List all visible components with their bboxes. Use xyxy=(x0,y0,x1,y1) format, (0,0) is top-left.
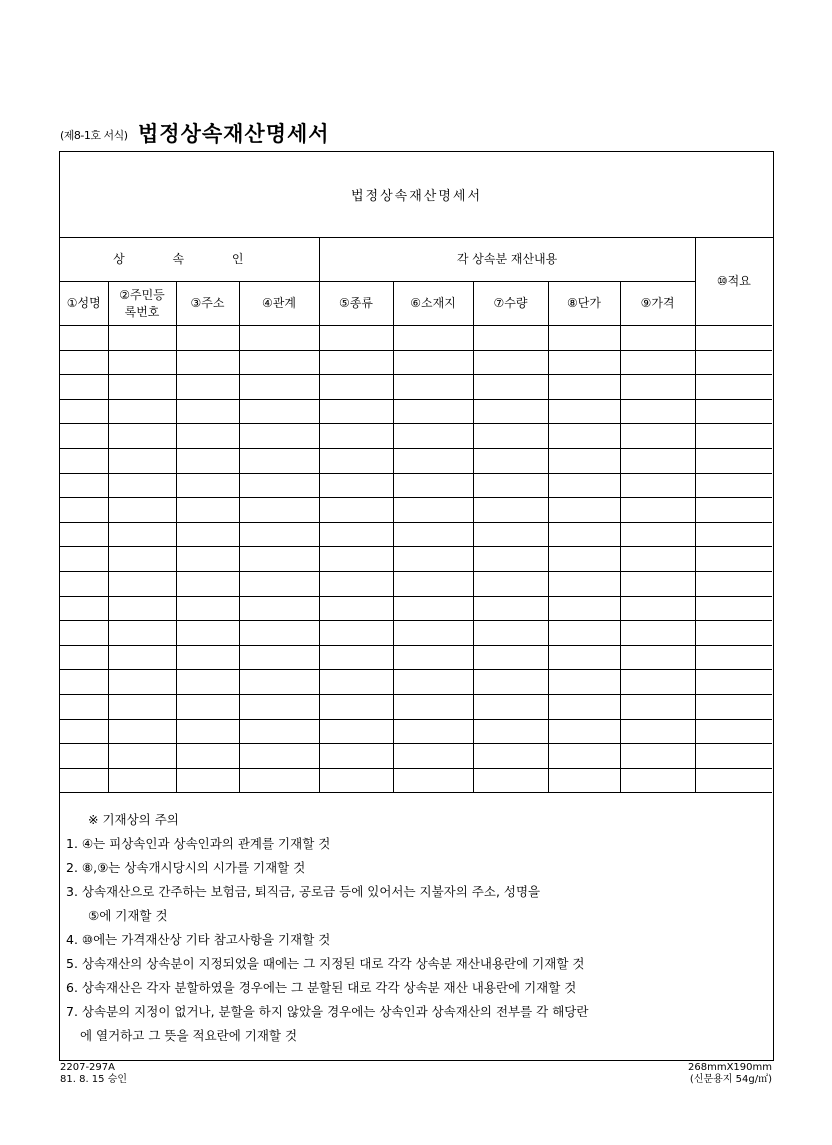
blank-cell[interactable] xyxy=(176,399,239,424)
table-row xyxy=(60,645,772,670)
blank-cell[interactable] xyxy=(548,571,620,596)
blank-cell[interactable] xyxy=(620,547,695,572)
blank-cell[interactable] xyxy=(548,498,620,523)
table-row xyxy=(60,375,772,400)
blank-cell[interactable] xyxy=(176,719,239,744)
table-row xyxy=(60,498,772,523)
blank-cell[interactable] xyxy=(319,744,393,769)
blank-cell[interactable] xyxy=(239,473,319,498)
blank-cell[interactable] xyxy=(176,375,239,400)
blank-cell[interactable] xyxy=(620,399,695,424)
blank-cell[interactable] xyxy=(239,645,319,670)
blank-cell[interactable] xyxy=(319,670,393,695)
blank-cell[interactable] xyxy=(548,645,620,670)
blank-cell[interactable] xyxy=(473,596,548,621)
table-row xyxy=(60,768,772,793)
blank-cell[interactable] xyxy=(393,768,473,793)
blank-cell[interactable] xyxy=(695,424,772,449)
blank-cell[interactable] xyxy=(319,645,393,670)
blank-cell[interactable] xyxy=(695,498,772,523)
blank-cell[interactable] xyxy=(319,399,393,424)
blank-cell[interactable] xyxy=(695,399,772,424)
blank-cell[interactable] xyxy=(695,350,772,375)
blank-cell[interactable] xyxy=(393,522,473,547)
blank-cell[interactable] xyxy=(548,350,620,375)
blank-cell[interactable] xyxy=(176,498,239,523)
col-header-type: ⑤종류 xyxy=(319,282,393,326)
blank-cell[interactable] xyxy=(239,350,319,375)
blank-cell[interactable] xyxy=(695,645,772,670)
blank-cell[interactable] xyxy=(176,571,239,596)
group-header-assets: 각 상속분 재산내용 xyxy=(319,238,695,282)
paper-size: 268mmX190mm xyxy=(688,1062,772,1073)
blank-cell[interactable] xyxy=(695,596,772,621)
blank-cell[interactable] xyxy=(473,694,548,719)
blank-cell[interactable] xyxy=(60,596,108,621)
blank-cell[interactable] xyxy=(393,498,473,523)
table-row xyxy=(60,670,772,695)
blank-cell[interactable] xyxy=(620,448,695,473)
blank-cell[interactable] xyxy=(60,719,108,744)
blank-cell[interactable] xyxy=(108,768,176,793)
blank-cell[interactable] xyxy=(60,522,108,547)
blank-cell[interactable] xyxy=(176,694,239,719)
blank-cell[interactable] xyxy=(620,326,695,351)
blank-cell[interactable] xyxy=(695,719,772,744)
blank-cell[interactable] xyxy=(319,719,393,744)
blank-cell[interactable] xyxy=(620,498,695,523)
blank-cell[interactable] xyxy=(548,621,620,646)
blank-cell[interactable] xyxy=(60,473,108,498)
table-row xyxy=(60,448,772,473)
blank-cell[interactable] xyxy=(319,621,393,646)
blank-cell[interactable] xyxy=(60,547,108,572)
blank-cell[interactable] xyxy=(176,350,239,375)
blank-cell[interactable] xyxy=(393,473,473,498)
blank-cell[interactable] xyxy=(695,571,772,596)
blank-cell[interactable] xyxy=(393,744,473,769)
instruction-item: 5. 상속재산의 상속분이 지정되었을 때에는 그 지정된 대로 각각 상속분 재산내용란에 기재할 것 xyxy=(66,956,585,971)
table-row xyxy=(60,719,772,744)
table-row xyxy=(60,621,772,646)
blank-cell[interactable] xyxy=(473,670,548,695)
blank-cell[interactable] xyxy=(473,424,548,449)
col-header-address: ③주소 xyxy=(176,282,239,326)
table-row xyxy=(60,596,772,621)
blank-cell[interactable] xyxy=(319,375,393,400)
table-row xyxy=(60,350,772,375)
blank-cell[interactable] xyxy=(319,596,393,621)
blank-cell[interactable] xyxy=(239,448,319,473)
blank-cell[interactable] xyxy=(695,547,772,572)
instruction-item: 2. ⑧,⑨는 상속개시당시의 시가를 기재할 것 xyxy=(66,860,306,875)
blank-cell[interactable] xyxy=(108,326,176,351)
blank-cell[interactable] xyxy=(548,326,620,351)
blank-cell[interactable] xyxy=(620,694,695,719)
blank-cell[interactable] xyxy=(393,694,473,719)
table-row xyxy=(60,744,772,769)
form-number-label: (제8-1호 서식) xyxy=(60,129,128,142)
blank-cell[interactable] xyxy=(108,645,176,670)
blank-cell[interactable] xyxy=(108,399,176,424)
blank-cell[interactable] xyxy=(695,621,772,646)
blank-cell[interactable] xyxy=(108,448,176,473)
blank-cell[interactable] xyxy=(176,326,239,351)
blank-cell[interactable] xyxy=(60,621,108,646)
blank-cell[interactable] xyxy=(620,473,695,498)
blank-cell[interactable] xyxy=(108,473,176,498)
blank-cell[interactable] xyxy=(620,621,695,646)
blank-cell[interactable] xyxy=(620,424,695,449)
blank-cell[interactable] xyxy=(695,326,772,351)
blank-cell[interactable] xyxy=(473,621,548,646)
blank-cell[interactable] xyxy=(620,768,695,793)
blank-cell[interactable] xyxy=(695,473,772,498)
blank-cell[interactable] xyxy=(176,744,239,769)
blank-cell[interactable] xyxy=(108,350,176,375)
instruction-item: 에 열거하고 그 뜻을 적요란에 기재할 것 xyxy=(80,1028,298,1043)
blank-cell[interactable] xyxy=(393,547,473,572)
blank-cell[interactable] xyxy=(548,473,620,498)
blank-cell[interactable] xyxy=(695,694,772,719)
blank-cell[interactable] xyxy=(176,522,239,547)
blank-cell[interactable] xyxy=(548,424,620,449)
table-row xyxy=(60,694,772,719)
blank-cell[interactable] xyxy=(108,596,176,621)
blank-cell[interactable] xyxy=(176,621,239,646)
blank-cell[interactable] xyxy=(60,424,108,449)
blank-cell[interactable] xyxy=(239,744,319,769)
blank-cell[interactable] xyxy=(393,719,473,744)
blank-cell[interactable] xyxy=(108,670,176,695)
blank-cell[interactable] xyxy=(60,375,108,400)
blank-cell[interactable] xyxy=(548,768,620,793)
blank-cell[interactable] xyxy=(176,670,239,695)
blank-cell[interactable] xyxy=(473,448,548,473)
blank-cell[interactable] xyxy=(473,768,548,793)
inheritance-table xyxy=(60,238,772,793)
blank-cell[interactable] xyxy=(393,645,473,670)
blank-cell[interactable] xyxy=(239,522,319,547)
blank-cell[interactable] xyxy=(548,547,620,572)
blank-cell[interactable] xyxy=(239,621,319,646)
blank-cell[interactable] xyxy=(393,670,473,695)
blank-cell[interactable] xyxy=(620,645,695,670)
blank-cell[interactable] xyxy=(695,448,772,473)
blank-cell[interactable] xyxy=(239,571,319,596)
blank-cell[interactable] xyxy=(319,448,393,473)
blank-cell[interactable] xyxy=(108,522,176,547)
blank-cell[interactable] xyxy=(473,744,548,769)
blank-cell[interactable] xyxy=(60,350,108,375)
blank-cell[interactable] xyxy=(319,498,393,523)
blank-cell[interactable] xyxy=(176,645,239,670)
blank-cell[interactable] xyxy=(620,522,695,547)
blank-cell[interactable] xyxy=(473,350,548,375)
blank-cell[interactable] xyxy=(108,621,176,646)
instruction-item: 3. 상속재산으로 간주하는 보험금, 퇴직금, 공로금 등에 있어서는 지불자의 주소, 성명을 xyxy=(66,884,541,899)
blank-cell[interactable] xyxy=(319,424,393,449)
blank-cell[interactable] xyxy=(548,448,620,473)
blank-cell[interactable] xyxy=(393,350,473,375)
col-header-relation: ④관계 xyxy=(239,282,319,326)
blank-cell[interactable] xyxy=(239,326,319,351)
blank-cell[interactable] xyxy=(60,498,108,523)
approval-date: 81. 8. 15 승인 xyxy=(60,1074,128,1085)
blank-cell[interactable] xyxy=(319,547,393,572)
col-header-quantity: ⑦수량 xyxy=(473,282,548,326)
blank-cell[interactable] xyxy=(319,522,393,547)
blank-cell[interactable] xyxy=(319,473,393,498)
blank-cell[interactable] xyxy=(393,571,473,596)
blank-cell[interactable] xyxy=(393,621,473,646)
blank-cell[interactable] xyxy=(548,670,620,695)
blank-cell[interactable] xyxy=(239,498,319,523)
blank-cell[interactable] xyxy=(473,547,548,572)
blank-cell[interactable] xyxy=(239,375,319,400)
blank-cell[interactable] xyxy=(176,473,239,498)
footer-left xyxy=(60,1062,127,1086)
blank-cell[interactable] xyxy=(108,424,176,449)
table-row xyxy=(60,424,772,449)
blank-cell[interactable] xyxy=(239,596,319,621)
col-header-id-number: ②주민등 록번호 xyxy=(108,282,176,326)
inner-form-title: 법정상속재산명세서 xyxy=(60,152,773,238)
blank-cell[interactable] xyxy=(108,719,176,744)
blank-cell[interactable] xyxy=(176,547,239,572)
instruction-item: 7. 상속분의 지정이 없거나, 분할을 하지 않았을 경우에는 상속인과 상속재산의 전부를 각 해당란 xyxy=(66,1004,589,1019)
blank-cell[interactable] xyxy=(393,326,473,351)
instruction-item: ⑤에 기재할 것 xyxy=(88,908,168,923)
blank-cell[interactable] xyxy=(473,498,548,523)
blank-cell[interactable] xyxy=(60,694,108,719)
blank-cell[interactable] xyxy=(473,326,548,351)
blank-cell[interactable] xyxy=(108,571,176,596)
blank-cell[interactable] xyxy=(239,399,319,424)
blank-cell[interactable] xyxy=(473,473,548,498)
blank-cell[interactable] xyxy=(393,596,473,621)
instructions-heading: ※ 기재상의 주의 xyxy=(88,812,179,827)
blank-cell[interactable] xyxy=(108,694,176,719)
blank-cell[interactable] xyxy=(239,547,319,572)
blank-cell[interactable] xyxy=(695,744,772,769)
blank-cell[interactable] xyxy=(239,670,319,695)
col-header-remarks: ⑩적요 xyxy=(695,238,772,326)
footer-right xyxy=(688,1062,772,1086)
blank-cell[interactable] xyxy=(319,768,393,793)
blank-cell[interactable] xyxy=(60,768,108,793)
blank-cell[interactable] xyxy=(108,547,176,572)
blank-cell[interactable] xyxy=(695,522,772,547)
blank-cell[interactable] xyxy=(108,744,176,769)
table-row xyxy=(60,547,772,572)
blank-cell[interactable] xyxy=(548,399,620,424)
instruction-item: 4. ⑩에는 가격재산상 기타 참고사항을 기재할 것 xyxy=(66,932,331,947)
group-header-heir: 상 속 인 xyxy=(60,238,319,282)
col-header-name: ①성명 xyxy=(60,282,108,326)
blank-cell[interactable] xyxy=(108,498,176,523)
col-header-unit-price: ⑧단가 xyxy=(548,282,620,326)
form-box xyxy=(59,151,774,1061)
blank-cell[interactable] xyxy=(108,375,176,400)
page-title: 법정상속재산명세서 xyxy=(138,122,330,146)
blank-cell[interactable] xyxy=(620,350,695,375)
blank-cell[interactable] xyxy=(473,522,548,547)
blank-cell[interactable] xyxy=(60,744,108,769)
instruction-item: 6. 상속재산은 각자 분할하였을 경우에는 그 분할된 대로 각각 상속분 재산 내용란에 기재할 것 xyxy=(66,980,577,995)
blank-cell[interactable] xyxy=(695,768,772,793)
paper-spec: (신문용지 54g/㎡) xyxy=(689,1074,772,1085)
blank-cell[interactable] xyxy=(60,670,108,695)
blank-cell[interactable] xyxy=(695,375,772,400)
blank-cell[interactable] xyxy=(60,571,108,596)
blank-cell[interactable] xyxy=(620,571,695,596)
blank-cell[interactable] xyxy=(620,744,695,769)
blank-cell[interactable] xyxy=(473,719,548,744)
blank-cell[interactable] xyxy=(239,694,319,719)
blank-cell[interactable] xyxy=(393,399,473,424)
blank-cell[interactable] xyxy=(620,719,695,744)
blank-cell[interactable] xyxy=(695,670,772,695)
blank-cell[interactable] xyxy=(473,399,548,424)
blank-cell[interactable] xyxy=(60,448,108,473)
instruction-item: 1. ④는 피상속인과 상속인과의 관계를 기재할 것 xyxy=(66,836,331,851)
table-row xyxy=(60,571,772,596)
blank-cell[interactable] xyxy=(548,375,620,400)
blank-cell[interactable] xyxy=(473,645,548,670)
blank-cell[interactable] xyxy=(176,596,239,621)
blank-cell[interactable] xyxy=(393,448,473,473)
blank-cell[interactable] xyxy=(548,596,620,621)
table-row xyxy=(60,399,772,424)
blank-cell[interactable] xyxy=(176,448,239,473)
blank-cell[interactable] xyxy=(548,719,620,744)
blank-cell[interactable] xyxy=(393,375,473,400)
blank-cell[interactable] xyxy=(548,744,620,769)
table-row xyxy=(60,473,772,498)
blank-cell[interactable] xyxy=(319,350,393,375)
col-header-price: ⑨가격 xyxy=(620,282,695,326)
blank-cell[interactable] xyxy=(239,768,319,793)
table-row xyxy=(60,326,772,351)
blank-cell[interactable] xyxy=(60,645,108,670)
blank-cell[interactable] xyxy=(548,522,620,547)
blank-cell[interactable] xyxy=(548,694,620,719)
blank-cell[interactable] xyxy=(60,326,108,351)
blank-cell[interactable] xyxy=(319,326,393,351)
blank-cell[interactable] xyxy=(620,670,695,695)
blank-cell[interactable] xyxy=(319,571,393,596)
blank-cell[interactable] xyxy=(393,424,473,449)
blank-cell[interactable] xyxy=(176,768,239,793)
blank-cell[interactable] xyxy=(239,424,319,449)
blank-cell[interactable] xyxy=(620,596,695,621)
form-code: 2207-297A xyxy=(60,1062,115,1073)
blank-cell[interactable] xyxy=(60,399,108,424)
blank-cell[interactable] xyxy=(239,719,319,744)
blank-cell[interactable] xyxy=(176,424,239,449)
table-row xyxy=(60,522,772,547)
col-header-location: ⑥소재지 xyxy=(393,282,473,326)
blank-cell[interactable] xyxy=(620,375,695,400)
blank-cell[interactable] xyxy=(473,571,548,596)
blank-cell[interactable] xyxy=(319,694,393,719)
blank-cell[interactable] xyxy=(473,375,548,400)
